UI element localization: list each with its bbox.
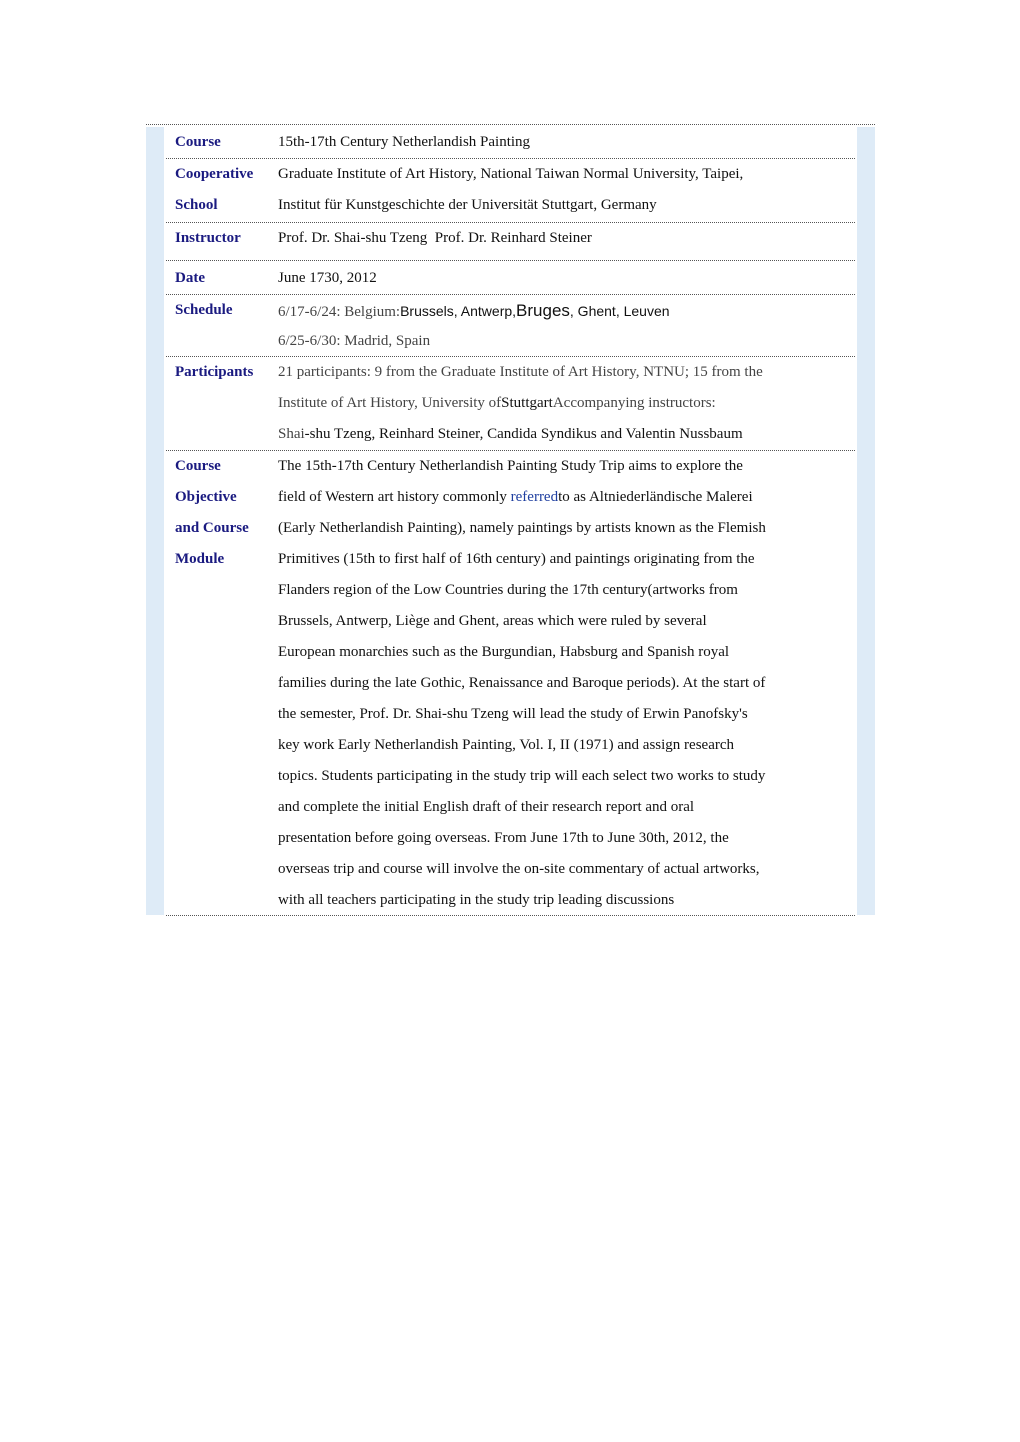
schedule-belgium-dates: 6/17-6/24: Belgium: (278, 304, 401, 320)
label-course-objective (166, 451, 278, 915)
value-participants (278, 357, 855, 450)
label-objective-line2: Objective (175, 489, 237, 505)
objective-line13: presentation before going overseas. From June 17th to June 30th, 2012, the (278, 830, 729, 846)
objective-line10: key work Early Netherlandish Painting, Vol. I, II (1971) and assign research (278, 737, 734, 753)
label-cooperative-line2: School (175, 197, 218, 213)
label-objective-line4: Module (175, 551, 225, 567)
participants-line2-part1: Institute of Art History, University of (278, 395, 502, 411)
objective-line8: families during the late Gothic, Renaissance and Baroque periods). At the start of (278, 675, 766, 691)
objective-line14: overseas trip and course will involve the on-site commentary of actual artworks, (278, 861, 760, 877)
schedule-belgium-cities: Brussels, Antwerp, (400, 303, 517, 319)
value-cooperative-line1: Graduate Institute of Art History, National Taiwan Normal University, Taipei, (278, 166, 744, 182)
value-schedule (278, 295, 855, 356)
table-rows (166, 127, 855, 916)
participants-line2-part3: Accompanying instructors: (552, 395, 716, 411)
objective-line12: and complete the initial English draft of their research report and oral (278, 799, 695, 815)
value-course: 15th-17th Century Netherlandish Painting (278, 134, 531, 150)
objective-line4: Primitives (15th to first half of 16th century) and paintings originating from the (278, 551, 755, 567)
objective-line11: topics. Students participating in the study trip will each select two works to study (278, 768, 766, 784)
participants-line3 (278, 419, 855, 450)
schedule-bruges: Bruges (516, 301, 570, 320)
label-cooperative-line1: Cooperative (175, 166, 254, 182)
row-course (166, 127, 855, 159)
participants-line2 (278, 388, 855, 419)
value-cooperative-school (278, 159, 855, 222)
objective-line5: Flanders region of the Low Countries during the 17th century(artworks from (278, 582, 738, 598)
right-shading-stripe (857, 127, 875, 915)
participants-line3-part1: Shai (278, 426, 305, 442)
objective-line2 (278, 482, 855, 513)
value-course-objective (278, 451, 855, 915)
row-participants (166, 357, 855, 451)
row-cooperative-school (166, 159, 855, 223)
objective-line2-part1: field of Western art history commonly (278, 489, 511, 505)
objective-referred: referred (510, 489, 559, 505)
objective-line6: Brussels, Antwerp, Liège and Ghent, areas which were ruled by several (278, 613, 707, 629)
participants-stuttgart: Stuttgart (501, 395, 553, 411)
participants-line1: 21 participants: 9 from the Graduate Institute of Art History, NTNU; 15 from the (278, 364, 763, 380)
objective-line1: The 15th-17th Century Netherlandish Painting Study Trip aims to explore the (278, 458, 743, 474)
value-date: June 1730, 2012 (278, 270, 377, 286)
row-date (166, 261, 855, 295)
left-shading-stripe (146, 127, 164, 915)
row-instructor (166, 223, 855, 261)
label-objective-line1: Course (175, 458, 221, 474)
label-objective-line3: and Course (175, 520, 249, 536)
schedule-line2: 6/25-6/30: Madrid, Spain (278, 333, 431, 349)
label-cooperative-school (166, 159, 278, 222)
row-course-objective (166, 451, 855, 916)
label-participants: Participants (175, 364, 254, 380)
course-info-table (146, 124, 875, 915)
value-cooperative-line2: Institut für Kunstgeschichte der Universität Stuttgart, Germany (278, 197, 657, 213)
objective-line9: the semester, Prof. Dr. Shai-shu Tzeng will lead the study of Erwin Panofsky's (278, 706, 748, 722)
schedule-ghent-leuven: , Ghent, Leuven (569, 303, 670, 319)
label-date: Date (175, 270, 205, 286)
objective-line7: European monarchies such as the Burgundian, Habsburg and Spanish royal (278, 644, 730, 660)
row-schedule (166, 295, 855, 357)
schedule-line1 (278, 295, 855, 326)
value-instructor: Prof. Dr. Shai-shu Tzeng Prof. Dr. Reinhard Steiner (278, 230, 592, 246)
label-schedule: Schedule (175, 302, 233, 318)
label-instructor: Instructor (175, 230, 241, 246)
objective-line3: (Early Netherlandish Painting), namely paintings by artists known as the Flemish (278, 520, 766, 536)
label-course: Course (175, 134, 221, 150)
objective-line15: with all teachers participating in the study trip leading discussions (278, 892, 675, 908)
objective-line2-part3: to as Altniederländische Malerei (558, 489, 753, 505)
participants-line3-part2: -shu Tzeng, Reinhard Steiner, Candida Syndikus and Valentin Nussbaum (304, 426, 743, 442)
